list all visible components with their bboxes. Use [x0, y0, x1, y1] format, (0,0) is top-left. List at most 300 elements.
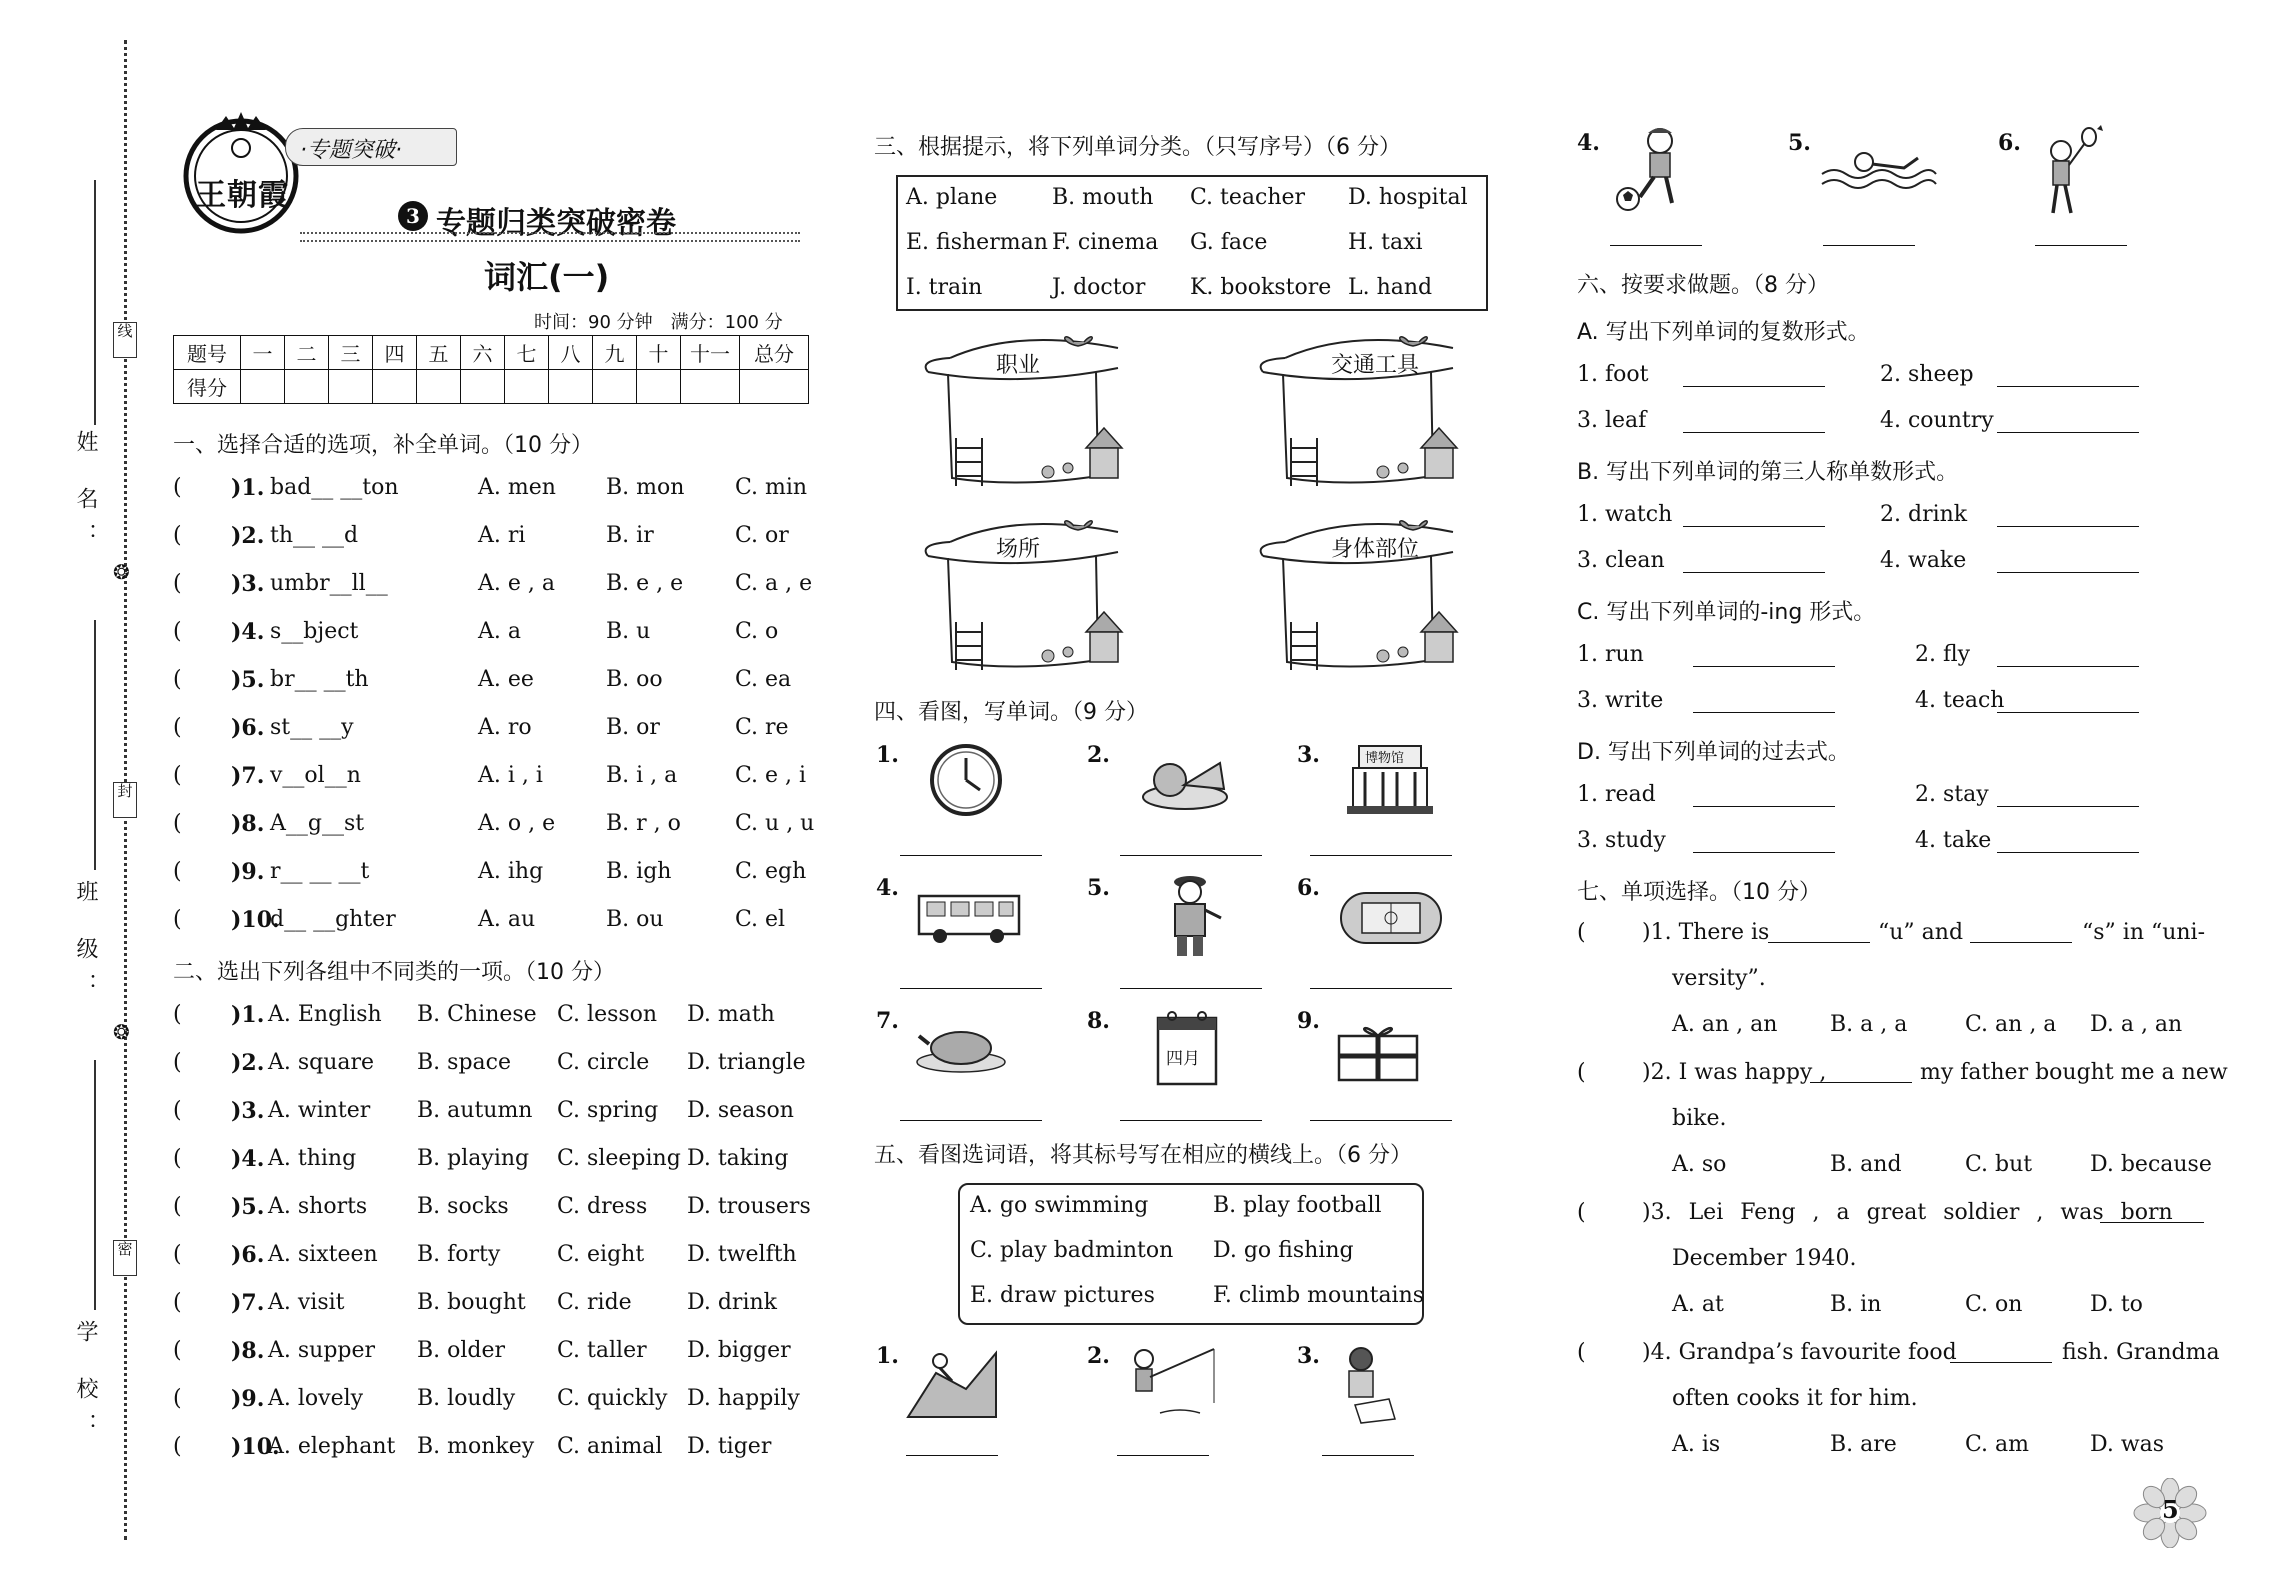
answer-line[interactable] [906, 1455, 998, 1456]
answer-paren-slot[interactable] [190, 595, 228, 597]
paren: ( [173, 1098, 182, 1123]
score-cell: 题号 [174, 336, 241, 370]
choice-option: D. a , an [2090, 1012, 2183, 1037]
choice-option: C. an , a [1965, 1012, 2057, 1037]
option-a: A. elephant [268, 1434, 396, 1459]
score-row-label: 得分 [174, 370, 241, 404]
badge-ribbon [285, 128, 457, 166]
item-number: )5. [231, 1194, 265, 1220]
answer-line[interactable] [1310, 988, 1452, 989]
pic-num: 4. [876, 875, 899, 901]
option-c: C. lesson [557, 1002, 658, 1027]
q1-text-d: versity”. [1672, 966, 1766, 991]
score-input-cell[interactable] [461, 370, 505, 404]
word-fragment: bad__ __ton [270, 475, 399, 500]
category-frame-title: 交通工具 [1331, 353, 1420, 378]
answer-line[interactable] [1120, 855, 1262, 856]
option-b: B. playing [417, 1146, 530, 1171]
category-answer-area[interactable] [1293, 568, 1423, 638]
word-bank-item: D. hospital [1348, 185, 1468, 210]
option-d: D. trousers [687, 1194, 811, 1219]
option-c: C. or [735, 523, 789, 548]
badge-text: ·专题突破· [300, 138, 402, 163]
paren: ( [173, 1290, 182, 1315]
answer-line[interactable] [1693, 852, 1835, 853]
option-c: C. re [735, 715, 789, 740]
paren: ( [173, 571, 182, 596]
option-a: A. thing [268, 1146, 357, 1171]
score-input-cell[interactable] [740, 370, 809, 404]
gift-box-icon [1335, 1020, 1421, 1088]
score-input-cell[interactable] [681, 370, 740, 404]
word-item: 1. run [1577, 642, 1644, 667]
answer-line[interactable] [1997, 572, 2139, 573]
answer-blank[interactable] [1970, 942, 2072, 943]
option-a: A. shorts [268, 1194, 368, 1219]
answer-paren-slot[interactable] [1592, 940, 1636, 968]
option-a: A. English [268, 1002, 382, 1027]
word-bank-item: J. doctor [1052, 275, 1146, 300]
subsection-title-a: A. 写出下列单词的复数形式。 [1577, 320, 1870, 345]
answer-line[interactable] [1683, 526, 1825, 527]
category-frame [918, 328, 1128, 498]
answer-line[interactable] [1997, 526, 2139, 527]
choice-option: A. so [1672, 1152, 1727, 1177]
word-item: 4. country [1880, 408, 1994, 433]
item-number: )6. [231, 715, 265, 741]
option-b: B. ir [606, 523, 654, 548]
word-bank-item: L. hand [1348, 275, 1433, 300]
word-item: 2. drink [1880, 502, 1968, 527]
section1-title: 一、选择合适的选项，补全单词。（10 分） [173, 433, 593, 458]
paren: ( [173, 523, 182, 548]
score-input-cell[interactable] [505, 370, 549, 404]
word-item: 4. teach [1915, 688, 2005, 713]
class-line[interactable] [94, 620, 96, 870]
word-fragment: th__ __d [270, 523, 359, 548]
answer-paren-slot[interactable] [190, 547, 228, 549]
word-item: 1. read [1577, 782, 1656, 807]
school-line[interactable] [94, 1060, 96, 1310]
answer-line[interactable] [1117, 1455, 1209, 1456]
paren: ( [173, 1386, 182, 1411]
fishing-icon [1120, 1343, 1220, 1427]
phrase-bank-item: C. play badminton [970, 1238, 1174, 1263]
answer-line[interactable] [1610, 245, 1702, 246]
option-a: A. a [478, 619, 521, 644]
paren: ( [173, 1338, 182, 1363]
choice-option: B. a , a [1830, 1012, 1908, 1037]
item-number: )10. [231, 907, 280, 933]
option-c: C. spring [557, 1098, 659, 1123]
header-rule [300, 232, 800, 242]
option-b: B. forty [417, 1242, 501, 1267]
fruit-plate-icon [1140, 745, 1230, 815]
answer-paren-slot[interactable] [190, 691, 228, 693]
option-c: C. o [735, 619, 779, 644]
option-a: A. ihg [478, 859, 544, 884]
score-cell: 八 [549, 336, 593, 370]
option-c: C. egh [735, 859, 807, 884]
answer-line[interactable] [900, 1120, 1042, 1121]
paren: ( [173, 475, 182, 500]
word-fragment: st__ __y [270, 715, 354, 740]
q1-text-b: “u” and [1878, 920, 1964, 945]
swimming-icon [1818, 140, 1938, 198]
series-title: 专题归类突破密卷 [436, 206, 676, 241]
category-answer-area[interactable] [958, 384, 1088, 454]
series-num-circle [398, 201, 428, 231]
option-c: C. dress [557, 1194, 648, 1219]
answer-line[interactable] [1683, 572, 1825, 573]
answer-line[interactable] [1693, 666, 1835, 667]
museum-icon [1345, 740, 1435, 818]
roast-chicken-icon [915, 1018, 1007, 1078]
museum-sign: 博物馆 [1365, 751, 1405, 766]
option-a: A. winter [268, 1098, 371, 1123]
option-a: A. i , i [478, 763, 543, 788]
answer-line[interactable] [1997, 852, 2139, 853]
item-number: )7. [231, 763, 265, 789]
option-b: B. autumn [417, 1098, 533, 1123]
paren: ( [173, 1002, 182, 1027]
item-number: )8. [231, 811, 265, 837]
class-label: 班 级： [73, 880, 98, 1009]
paren: ( [173, 907, 182, 932]
option-d: D. tiger [687, 1434, 772, 1459]
word-fragment: r__ __ __t [270, 859, 370, 884]
answer-line[interactable] [1997, 432, 2139, 433]
answer-paren-slot[interactable] [190, 643, 228, 645]
pic-num: 6. [1998, 130, 2021, 156]
football-icon [1610, 125, 1690, 219]
option-a: A. ee [478, 667, 534, 692]
score-cell: 七 [505, 336, 549, 370]
word-item: 1. foot [1577, 362, 1649, 387]
score-cell: 三 [329, 336, 373, 370]
answer-line[interactable] [1310, 855, 1452, 856]
option-b: B. monkey [417, 1434, 535, 1459]
score-input-cell[interactable] [373, 370, 417, 404]
answer-line[interactable] [1683, 432, 1825, 433]
score-cell: 二 [285, 336, 329, 370]
answer-line[interactable] [1997, 666, 2139, 667]
option-d: D. season [687, 1098, 794, 1123]
option-c: C. ea [735, 667, 792, 692]
choice-option: D. because [2090, 1152, 2212, 1177]
subsection-title-c: C. 写出下列单词的-ing 形式。 [1577, 600, 1876, 625]
word-fragment: br__ __th [270, 667, 369, 692]
answer-line[interactable] [1997, 386, 2139, 387]
pic-num: 5. [1087, 875, 1110, 901]
section4-title: 四、看图，写单词。（9 分） [874, 700, 1148, 725]
pic-num: 7. [876, 1008, 899, 1034]
option-a: A. au [478, 907, 536, 932]
choice-option: C. am [1965, 1432, 2030, 1457]
answer-line[interactable] [1693, 806, 1835, 807]
word-bank-item: B. mouth [1052, 185, 1154, 210]
option-a: A. square [268, 1050, 375, 1075]
category-frame-title: 职业 [996, 353, 1041, 378]
word-item: 3. clean [1577, 548, 1665, 573]
option-b: B. igh [606, 859, 672, 884]
seal-mark-xian: 线 [113, 322, 137, 358]
choice-option: C. but [1965, 1152, 2033, 1177]
answer-paren-slot[interactable] [190, 787, 228, 789]
category-answer-area[interactable] [1293, 384, 1423, 454]
phrase-bank-item: D. go fishing [1213, 1238, 1354, 1263]
paren: ( [173, 1146, 182, 1171]
option-b: B. loudly [417, 1386, 516, 1411]
word-bank-item: C. teacher [1190, 185, 1306, 210]
seal-mark-feng: 封 [113, 782, 137, 818]
name-label: 姓 名： [73, 430, 98, 559]
option-b: B. u [606, 619, 651, 644]
option-a: A. sixteen [268, 1242, 378, 1267]
choice-option: D. was [2090, 1432, 2165, 1457]
pic-num: 1. [876, 742, 899, 768]
option-c: C. quickly [557, 1386, 668, 1411]
score-input-cell[interactable] [549, 370, 593, 404]
score-cell: 一 [241, 336, 285, 370]
word-item: 3. study [1577, 828, 1666, 853]
name-line[interactable] [94, 180, 96, 425]
option-b: B. i , a [606, 763, 678, 788]
q2-text-c: bike. [1672, 1106, 1727, 1131]
score-input-cell[interactable] [593, 370, 637, 404]
section7-title: 七、单项选择。（10 分） [1577, 880, 1821, 905]
score-table [173, 335, 809, 404]
option-b: B. socks [417, 1194, 509, 1219]
option-d: D. bigger [687, 1338, 791, 1363]
logo-text: 王朝霞 [196, 178, 289, 213]
answer-blank[interactable] [2100, 1222, 2204, 1223]
section6-title: 六、按要求做题。（8 分） [1577, 273, 1829, 298]
option-d: D. twelfth [687, 1242, 797, 1267]
answer-line[interactable] [900, 855, 1042, 856]
item-number: )7. [231, 1290, 265, 1316]
paren: ( [173, 1050, 182, 1075]
option-b: B. older [417, 1338, 506, 1363]
item-number: )9. [231, 859, 265, 885]
score-cell: 九 [593, 336, 637, 370]
pic-num: 1. [876, 1343, 899, 1369]
answer-blank[interactable] [1950, 1362, 2052, 1363]
category-frame [1253, 328, 1463, 498]
paren: ( [1577, 1200, 1586, 1225]
score-cell: 十一 [681, 336, 740, 370]
answer-blank[interactable] [1810, 1082, 1912, 1083]
choice-option: B. in [1830, 1292, 1882, 1317]
score-table-score-row [174, 370, 809, 404]
paper-title: 词汇(一) [484, 258, 610, 296]
item-number: )6. [231, 1242, 265, 1268]
word-bank-item: H. taxi [1348, 230, 1423, 255]
phrase-bank-item: E. draw pictures [970, 1283, 1155, 1308]
choice-option: B. and [1830, 1152, 1902, 1177]
section2-title: 二、选出下列各组中不同类的一项。（10 分） [173, 960, 615, 985]
item-number: )4. [231, 1146, 265, 1172]
category-answer-area[interactable] [958, 568, 1088, 638]
q3-text-a: )3. Lei Feng , a great soldier , was born [1642, 1200, 2173, 1225]
paren: ( [1577, 920, 1586, 945]
item-number: )10. [231, 1434, 280, 1460]
pic-num: 2. [1087, 742, 1110, 768]
item-number: )2. [231, 523, 265, 549]
option-c: C. u , u [735, 811, 815, 836]
option-a: A. men [478, 475, 556, 500]
score-input-cell[interactable] [637, 370, 681, 404]
answer-line[interactable] [900, 988, 1042, 989]
choice-option: A. an , an [1672, 1012, 1778, 1037]
score-input-cell[interactable] [329, 370, 373, 404]
phrase-bank-item: F. climb mountains [1213, 1283, 1425, 1308]
word-item: 2. fly [1915, 642, 1971, 667]
pic-num: 4. [1577, 130, 1600, 156]
option-b: B. space [417, 1050, 511, 1075]
word-item: 1. watch [1577, 502, 1673, 527]
badminton-icon [2025, 125, 2105, 225]
answer-line[interactable] [1997, 712, 2139, 713]
word-fragment: umbr__ll__ [270, 571, 388, 596]
option-c: C. eight [557, 1242, 645, 1267]
choice-option: C. on [1965, 1292, 2023, 1317]
answer-paren-slot[interactable] [1592, 1080, 1636, 1108]
paren: ( [173, 619, 182, 644]
paren: ( [173, 715, 182, 740]
score-input-cell[interactable] [417, 370, 461, 404]
category-frame-title: 场所 [996, 537, 1041, 562]
q1-text-c: “s” in “uni- [2082, 920, 2206, 945]
category-frame [1253, 512, 1463, 682]
item-number: )4. [231, 619, 265, 645]
pic-num: 6. [1297, 875, 1320, 901]
item-number: )3. [231, 1098, 265, 1124]
paren: ( [173, 763, 182, 788]
option-c: C. animal [557, 1434, 663, 1459]
police-officer-icon [1155, 870, 1225, 962]
q2-text-b: my father bought me a new [1920, 1060, 2228, 1085]
q3-text-b: December 1940. [1672, 1246, 1857, 1271]
answer-paren-slot[interactable] [190, 931, 228, 933]
subsection-title-d: D. 写出下列单词的过去式。 [1577, 740, 1850, 765]
q2-text-a: )2. I was happy , [1642, 1060, 1827, 1085]
bus-icon [915, 890, 1025, 950]
page-number: 5 [2162, 1495, 2179, 1524]
answer-paren-slot[interactable] [190, 739, 228, 741]
answer-line[interactable] [1120, 988, 1262, 989]
choice-option: D. to [2090, 1292, 2143, 1317]
phrase-bank-item: B. play football [1213, 1193, 1382, 1218]
school-label: 学 校： [73, 1320, 98, 1449]
answer-line[interactable] [1310, 1120, 1452, 1121]
pic-num: 3. [1297, 1343, 1320, 1369]
section3-title: 三、根据提示，将下列单词分类。（只写序号）（6 分） [874, 135, 1401, 160]
seal-ornament: ❂ [113, 1020, 130, 1044]
word-item: 4. take [1915, 828, 1992, 853]
answer-paren-slot[interactable] [190, 499, 228, 501]
answer-line[interactable] [2035, 245, 2127, 246]
item-number: )8. [231, 1338, 265, 1364]
option-a: A. ri [478, 523, 526, 548]
paren: ( [173, 1194, 182, 1219]
answer-line[interactable] [1322, 1455, 1414, 1456]
answer-line[interactable] [1120, 1120, 1262, 1121]
option-d: D. triangle [687, 1050, 806, 1075]
answer-line[interactable] [1823, 245, 1915, 246]
paren: ( [173, 859, 182, 884]
option-b: B. ou [606, 907, 664, 932]
score-cell: 四 [373, 336, 417, 370]
answer-paren-slot[interactable] [190, 883, 228, 885]
option-a: A. o , e [478, 811, 556, 836]
score-input-cell[interactable] [285, 370, 329, 404]
paren: ( [173, 811, 182, 836]
option-c: C. circle [557, 1050, 650, 1075]
item-number: )1. [231, 475, 265, 501]
score-input-cell[interactable] [241, 370, 285, 404]
option-c: C. sleeping [557, 1146, 681, 1171]
item-number: )2. [231, 1050, 265, 1076]
clock-icon [928, 742, 1004, 822]
pic-num: 3. [1297, 742, 1320, 768]
paren: ( [173, 667, 182, 692]
item-number: )3. [231, 571, 265, 597]
option-c: C. ride [557, 1290, 632, 1315]
section5-title: 五、看图选词语，将其标号写在相应的横线上。（6 分） [874, 1143, 1412, 1168]
paren: ( [173, 1242, 182, 1267]
answer-blank[interactable] [1768, 942, 1870, 943]
word-item: 2. stay [1915, 782, 1989, 807]
score-table-header-row [174, 336, 809, 370]
word-fragment: v__ol__n [270, 763, 361, 788]
word-bank-item: E. fisherman [906, 230, 1048, 255]
word-bank-item: F. cinema [1052, 230, 1159, 255]
answer-paren-slot[interactable] [1592, 1360, 1636, 1388]
answer-paren-slot[interactable] [1592, 1220, 1636, 1248]
score-cell: 六 [461, 336, 505, 370]
option-d: D. drink [687, 1290, 777, 1315]
word-fragment: A__g__st [270, 811, 365, 836]
subsection-title-b: B. 写出下列单词的第三人称单数形式。 [1577, 460, 1959, 485]
word-bank-item: A. plane [906, 185, 998, 210]
q4-text-a: )4. Grandpa’s favourite food [1642, 1340, 1957, 1365]
item-number: )1. [231, 1002, 265, 1028]
option-c: C. taller [557, 1338, 647, 1363]
option-a: A. ro [478, 715, 532, 740]
answer-paren-slot[interactable] [190, 835, 228, 837]
score-cell: 十 [637, 336, 681, 370]
word-bank-item: I. train [906, 275, 983, 300]
option-b: B. mon [606, 475, 685, 500]
calendar-icon [1152, 1008, 1226, 1088]
choice-option: A. at [1672, 1292, 1724, 1317]
category-frame [918, 512, 1128, 682]
answer-line[interactable] [1997, 806, 2139, 807]
time-info: 时间：90 分钟 满分：100 分 [534, 312, 783, 333]
word-item: 2. sheep [1880, 362, 1974, 387]
option-c: C. el [735, 907, 786, 932]
option-b: B. Chinese [417, 1002, 537, 1027]
item-number: )9. [231, 1386, 265, 1412]
answer-line[interactable] [1683, 386, 1825, 387]
option-c: C. a , e [735, 571, 813, 596]
q4-text-c: often cooks it for him. [1672, 1386, 1918, 1411]
pic-num: 9. [1297, 1008, 1320, 1034]
q1-text-a: )1. There is [1642, 920, 1770, 945]
answer-line[interactable] [1693, 712, 1835, 713]
option-b: B. r , o [606, 811, 681, 836]
